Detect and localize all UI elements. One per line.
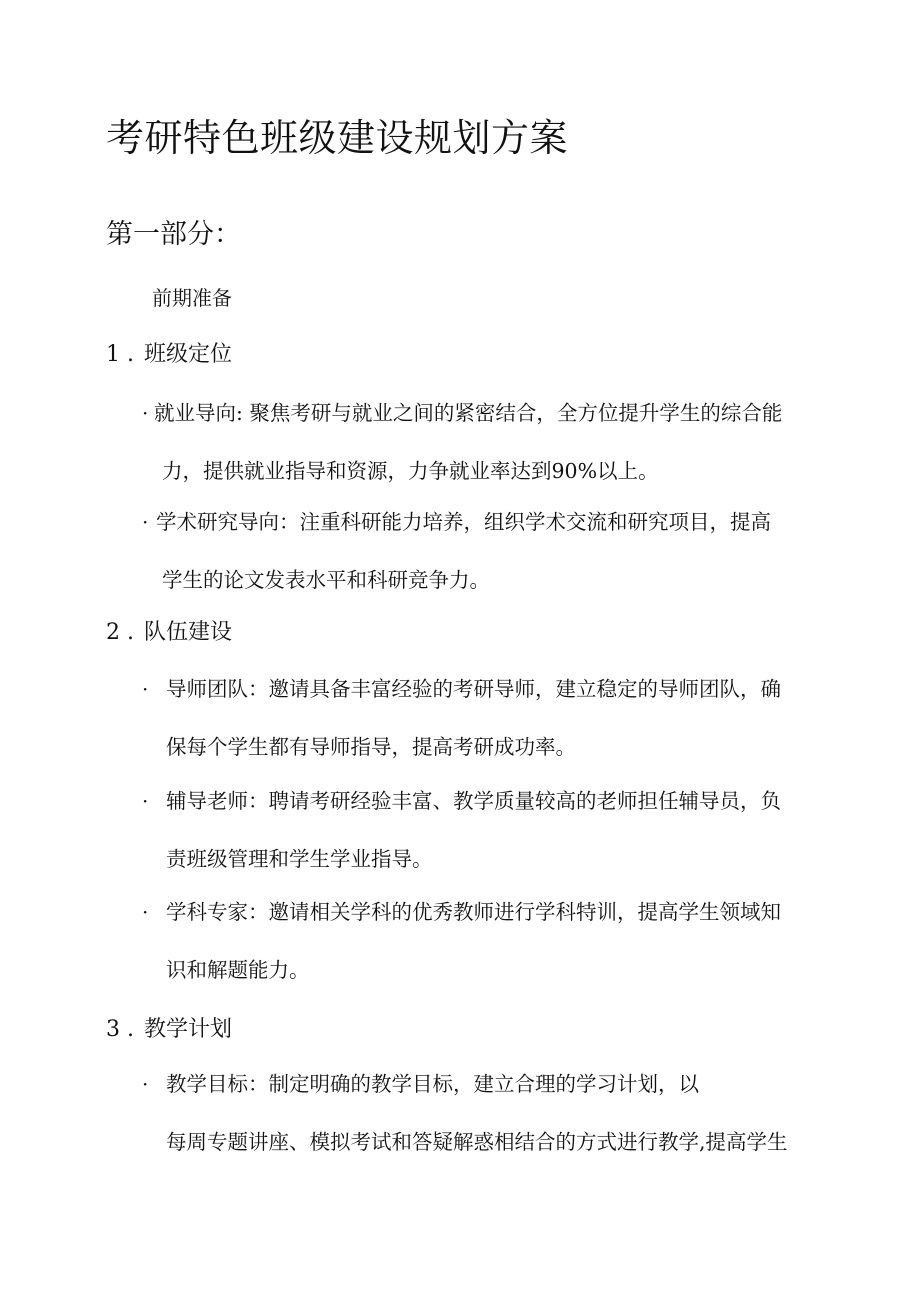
bullet-icon: · (142, 789, 149, 813)
item-line-2: 力，提供就业指导和资源，力争就业率达到90%以上。 (162, 459, 659, 483)
section-label: 教学计划 (144, 1017, 233, 1042)
list-item (142, 896, 842, 986)
bullet-icon: · (142, 401, 149, 425)
item-line-1: 教学目标：制定明确的教学目标，建立合理的学习计划，以 (166, 1072, 699, 1096)
list-item (142, 397, 842, 487)
document-title: 考研特色班级建设规划方案 (106, 116, 569, 160)
list-item (142, 673, 842, 763)
bullet-icon: · (142, 510, 149, 534)
item-line-2: 识和解题能力。 (166, 958, 310, 982)
bullet-icon: · (142, 900, 149, 924)
item-line-2: 责班级管理和学生学业指导。 (166, 847, 433, 871)
list-item (142, 785, 842, 875)
item-line-1: 辅导老师：聘请考研经验丰富、教学质量较高的老师担任辅导员，负 (166, 789, 781, 813)
list-item (142, 1068, 842, 1158)
item-line-1: 就业导向: 聚焦考研与就业之间的紧密结合，全方位提升学生的综合能 (154, 401, 783, 425)
section-number: 1 . (106, 342, 134, 367)
item-line-1: 学术研究导向：注重科研能力培养，组织学术交流和研究项目，提高 (156, 510, 771, 534)
item-line-1: 导师团队：邀请具备丰富经验的考研导师，建立稳定的导师团队，确 (166, 677, 781, 701)
list-item (142, 506, 842, 596)
section-number: 2 . (106, 620, 134, 645)
section-heading-3 (106, 1014, 232, 1046)
bullet-icon: · (142, 677, 149, 701)
item-line-1: 学科专家：邀请相关学科的优秀教师进行学科特训，提高学生领域知 (166, 900, 781, 924)
part-heading: 第一部分： (106, 219, 241, 250)
section-heading-1 (106, 339, 232, 371)
section-number: 3 . (106, 1017, 134, 1042)
bullet-icon: · (142, 1072, 149, 1096)
section-label: 队伍建设 (144, 620, 233, 645)
part-subheading: 前期准备 (152, 286, 232, 310)
item-line-2: 保每个学生都有导师指导，提高考研成功率。 (166, 735, 576, 759)
section-heading-2 (106, 617, 232, 649)
section-label: 班级定位 (144, 342, 233, 367)
item-line-2: 学生的论文发表水平和科研竞争力。 (162, 568, 490, 592)
item-line-2: 每周专题讲座、模拟考试和答疑解惑相结合的方式进行教学,提高学生 (166, 1130, 788, 1154)
